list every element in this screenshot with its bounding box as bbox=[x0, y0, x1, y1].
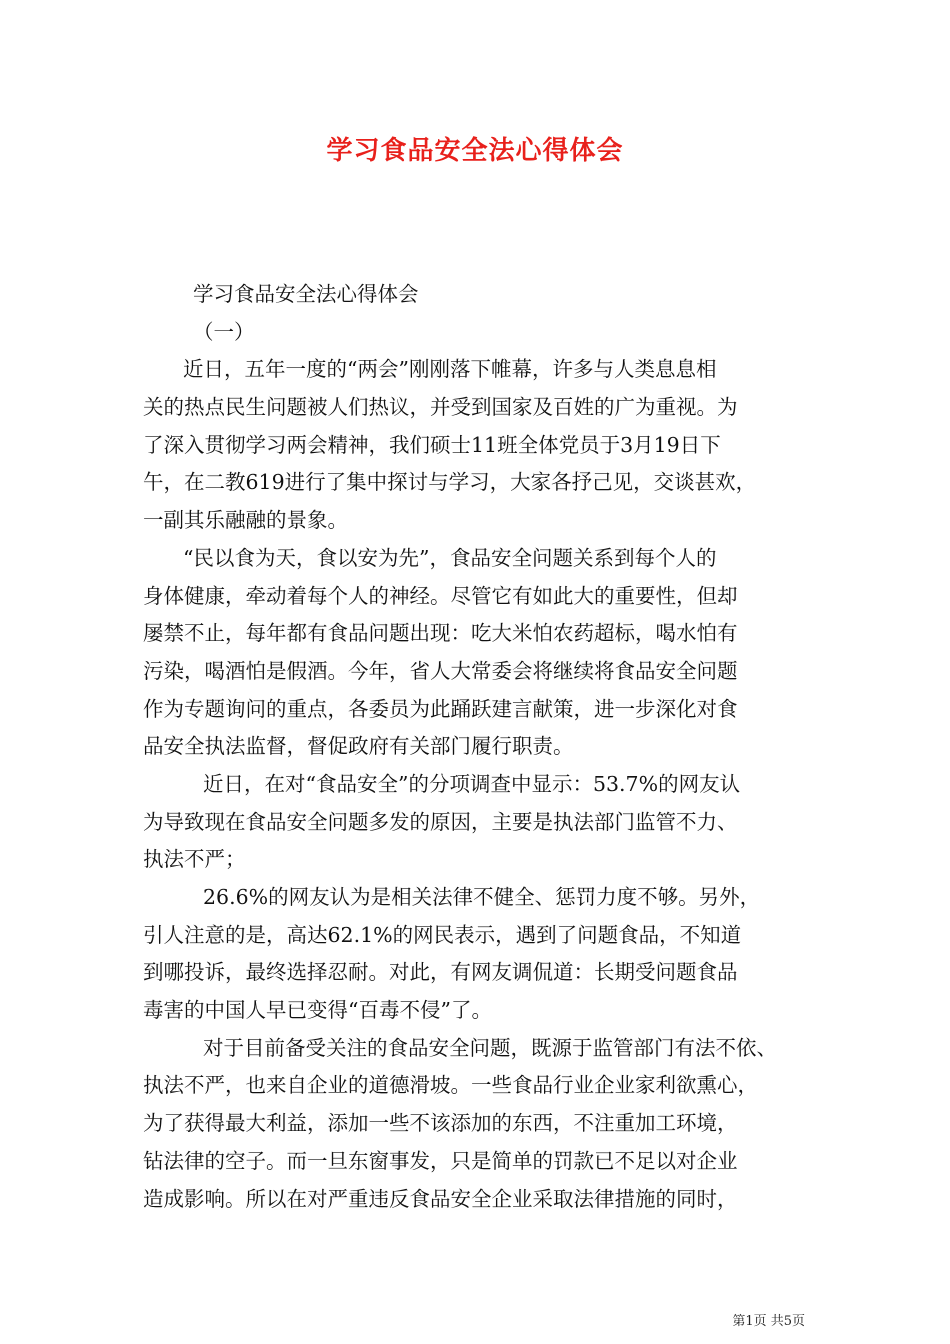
paragraph-line: 屡禁不止，每年都有食品问题出现：吃大米怕农药超标，喝水怕有 bbox=[143, 621, 738, 646]
paragraph-line: 钻法律的空子。而一旦东窗事发，只是简单的罚款已不足以对企业 bbox=[143, 1148, 738, 1173]
paragraph-line: 造成影响。所以在对严重违反食品安全企业采取法律措施的同时， bbox=[143, 1186, 738, 1211]
paragraph-line: 污染，喝酒怕是假酒。今年，省人大常委会将继续将食品安全问题 bbox=[143, 658, 738, 683]
section-marker: （一） bbox=[193, 319, 255, 344]
paragraph-line: 为导致现在食品安全问题多发的原因，主要是执法部门监管不力、 bbox=[143, 809, 738, 834]
paragraph-line: 26.6%的网友认为是相关法律不健全、惩罚力度不够。另外， bbox=[203, 885, 761, 909]
document-title: 学习食品安全法心得体会 bbox=[326, 136, 624, 166]
page-number: 第1页 共5页 bbox=[732, 1314, 805, 1329]
paragraph-line: 近日，在对“食品安全”的分项调查中显示：53.7%的网友认 bbox=[203, 771, 741, 796]
subtitle-line: 学习食品安全法心得体会 bbox=[193, 282, 419, 306]
document-body bbox=[143, 276, 807, 1218]
paragraph-line: 毒害的中国人早已变得“百毒不侵”了。 bbox=[143, 998, 492, 1023]
paragraph-line: 身体健康，牵动着每个人的神经。尽管它有如此大的重要性，但却 bbox=[143, 583, 738, 608]
paragraph-line: 到哪投诉，最终选择忍耐。对此，有网友调侃道：长期受问题食品 bbox=[143, 960, 738, 985]
paragraph-line: 为了获得最大利益，添加一些不该添加的东西，不注重加工环境， bbox=[143, 1111, 738, 1136]
paragraph-line: 了深入贯彻学习两会精神，我们硕士11班全体党员于3月19日下 bbox=[143, 432, 721, 457]
paragraph-line: 午，在二教619进行了集中探讨与学习，大家各抒己见，交谈甚欢， bbox=[143, 470, 757, 495]
paragraph-line: 执法不严； bbox=[143, 847, 246, 872]
paragraph-line: 品安全执法监督，督促政府有关部门履行职责。 bbox=[143, 734, 574, 759]
paragraph-line: 作为专题询问的重点，各委员为此踊跃建言献策，进一步深化对食 bbox=[143, 696, 738, 721]
paragraph-line: “民以食为天，食以安为先”，食品安全问题关系到每个人的 bbox=[183, 545, 717, 570]
paragraph-line: 执法不严，也来自企业的道德滑坡。一些食品行业企业家利欲熏心， bbox=[143, 1073, 758, 1098]
paragraph-line: 近日，五年一度的“两会”刚刚落下帷幕，许多与人类息息相 bbox=[183, 357, 717, 382]
paragraph-line: 一副其乐融融的景象。 bbox=[143, 508, 348, 533]
paragraph-line: 关的热点民生问题被人们热议，并受到国家及百姓的广为重视。为 bbox=[143, 395, 738, 420]
paragraph-line: 引人注意的是，高达62.1%的网民表示，遇到了问题食品，不知道 bbox=[143, 922, 742, 947]
paragraph-line: 对于目前备受关注的食品安全问题，既源于监管部门有法不依、 bbox=[203, 1035, 777, 1060]
